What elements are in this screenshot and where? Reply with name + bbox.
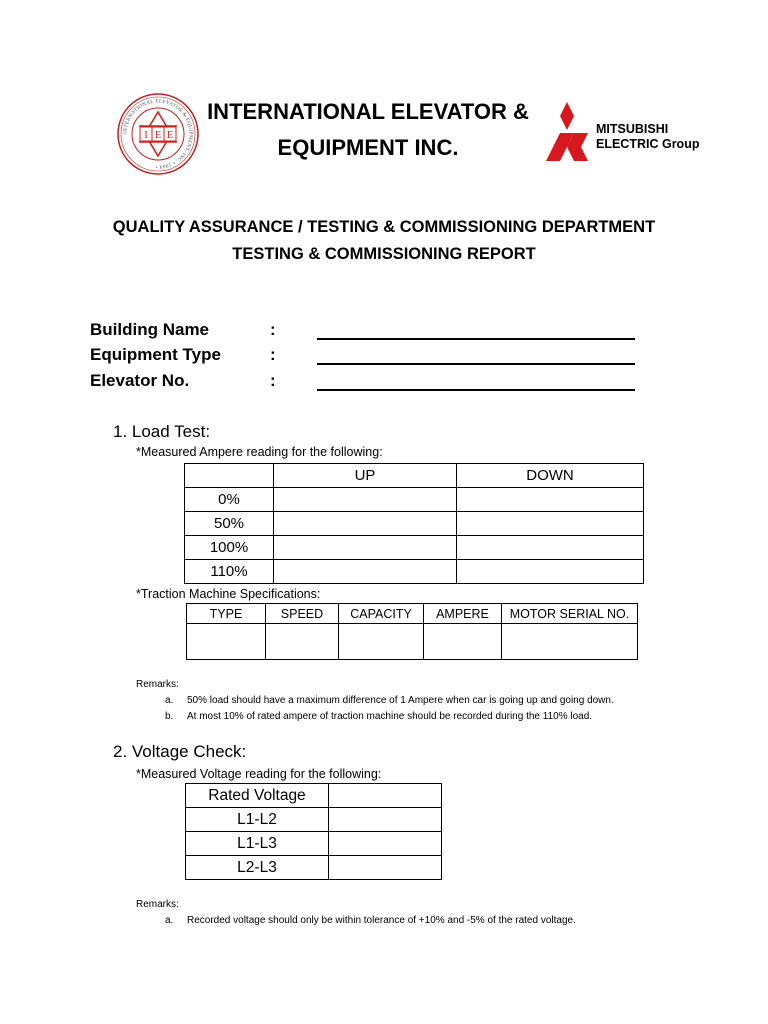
table-row [186, 784, 442, 808]
load-header-blank [185, 464, 274, 488]
voltage-check-note: *Measured Voltage reading for the following: [136, 767, 382, 781]
spec-type-cell[interactable] [187, 624, 266, 660]
load-up-cell[interactable] [274, 488, 457, 512]
voltage-remark-letter-a: a. [165, 915, 174, 926]
mitsubishi-diamonds-logo [541, 102, 593, 164]
spec-ampere-cell[interactable] [424, 624, 502, 660]
seal-initial-1: I [144, 130, 148, 141]
voltage-value-cell[interactable] [329, 808, 442, 832]
spec-header-type: TYPE [187, 604, 266, 624]
load-up-cell[interactable] [274, 536, 457, 560]
table-row [187, 624, 638, 660]
table-row [186, 808, 442, 832]
load-row-label: 0% [185, 488, 274, 512]
load-remark-text-a: 50% load should have a maximum difference of 1 Ampere when car is going up and going down. [187, 695, 614, 706]
voltage-row-label: L2-L3 [186, 856, 329, 880]
load-up-cell[interactable] [274, 512, 457, 536]
report-title: TESTING & COMMISSIONING REPORT [232, 245, 536, 263]
equipment-type-field[interactable] [317, 363, 635, 365]
building-name-colon: : [270, 320, 276, 339]
load-remark-text-b: At most 10% of rated ampere of traction machine should be recorded during the 110% load. [187, 711, 593, 722]
building-name-label: Building Name [90, 320, 210, 339]
load-down-cell[interactable] [457, 536, 644, 560]
voltage-value-cell[interactable] [329, 784, 442, 808]
spec-speed-cell[interactable] [266, 624, 339, 660]
load-up-cell[interactable] [274, 560, 457, 584]
spec-header-motor-serial: MOTOR SERIAL NO. [502, 604, 638, 624]
elevator-no-field[interactable] [317, 389, 635, 391]
company-seal-logo [116, 92, 200, 176]
load-remark-letter-b: b. [165, 711, 174, 722]
load-down-cell[interactable] [457, 512, 644, 536]
building-name-field[interactable] [317, 338, 635, 340]
load-header-down: DOWN [457, 464, 644, 488]
voltage-value-cell[interactable] [329, 832, 442, 856]
traction-note: *Traction Machine Specifications: [136, 587, 321, 601]
elevator-no-label: Elevator No. [90, 371, 190, 390]
load-header-up: UP [274, 464, 457, 488]
spec-header-ampere: AMPERE [424, 604, 502, 624]
table-row [186, 856, 442, 880]
table-row [186, 832, 442, 856]
load-test-note: *Measured Ampere reading for the following: [136, 445, 383, 459]
load-row-label: 100% [185, 536, 274, 560]
spec-header-speed: SPEED [266, 604, 339, 624]
table-row [185, 512, 644, 536]
seal-initial-3: E [166, 130, 174, 141]
department-title: QUALITY ASSURANCE / TESTING & COMMISSIONING DEPARTMENT [112, 218, 656, 236]
load-test-table [184, 463, 644, 584]
seal-ring-text: INTERNATIONAL ELEVATOR & EQUIPMENT, INC. • 1969 • [122, 98, 194, 170]
spec-header-capacity: CAPACITY [339, 604, 424, 624]
company-name [200, 94, 536, 166]
voltage-table [185, 783, 442, 880]
voltage-remark-text-a: Recorded voltage should only be within tolerance of +10% and -5% of the rated voltage. [187, 915, 576, 926]
spec-capacity-cell[interactable] [339, 624, 424, 660]
load-remarks-label: Remarks: [136, 679, 179, 690]
table-row [185, 536, 644, 560]
voltage-check-title: 2. Voltage Check: [113, 742, 247, 761]
company-name-line2: EQUIPMENT INC. [277, 135, 459, 160]
voltage-row-label: L1-L3 [186, 832, 329, 856]
company-name-line1: INTERNATIONAL ELEVATOR & [207, 99, 529, 124]
voltage-row-label: L1-L2 [186, 808, 329, 832]
table-row [185, 488, 644, 512]
seal-initial-2: E [154, 130, 162, 141]
load-down-cell[interactable] [457, 488, 644, 512]
load-remark-letter-a: a. [165, 695, 174, 706]
equipment-type-colon: : [270, 345, 276, 364]
load-test-title: 1. Load Test: [113, 422, 211, 441]
load-row-label: 50% [185, 512, 274, 536]
traction-spec-table [186, 603, 638, 660]
voltage-row-label: Rated Voltage [186, 784, 329, 808]
partner-name-line1: MITSUBISHI [596, 122, 669, 136]
partner-name-line2: ELECTRIC Group [596, 137, 700, 151]
partner-name [596, 122, 699, 152]
voltage-value-cell[interactable] [329, 856, 442, 880]
table-row [185, 560, 644, 584]
load-down-cell[interactable] [457, 560, 644, 584]
elevator-no-colon: : [270, 371, 276, 390]
voltage-remarks-label: Remarks: [136, 899, 179, 910]
equipment-type-label: Equipment Type [90, 345, 221, 364]
spec-motor-serial-cell[interactable] [502, 624, 638, 660]
load-row-label: 110% [185, 560, 274, 584]
